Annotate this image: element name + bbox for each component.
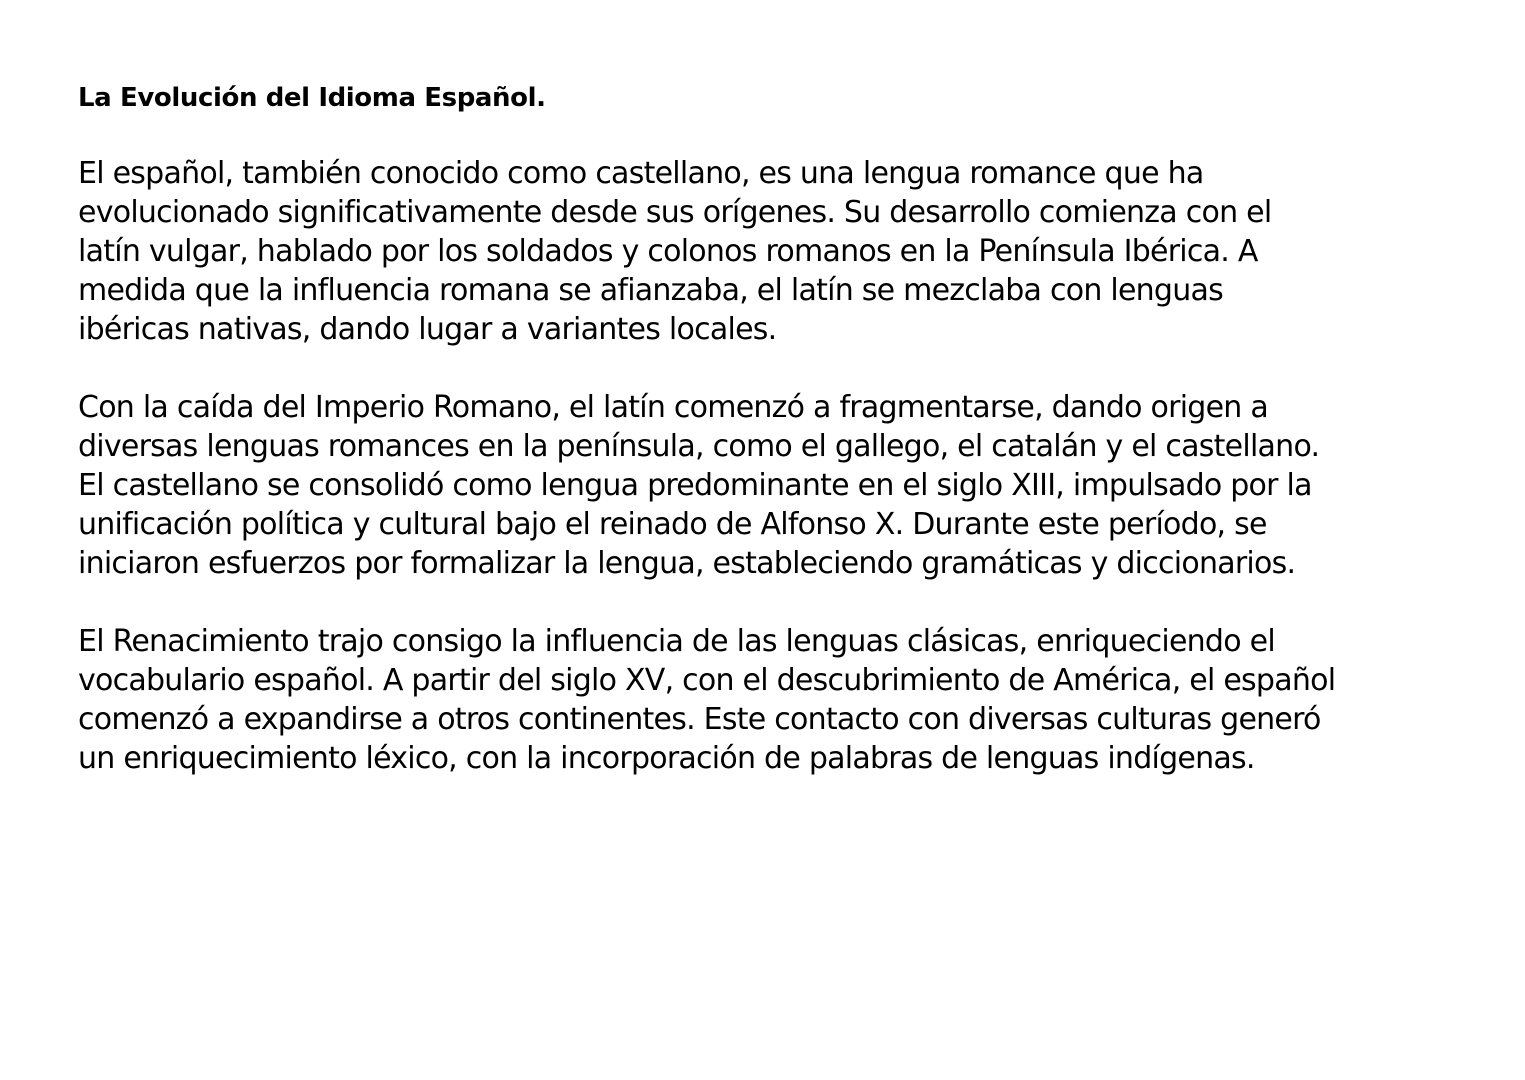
text-line: El castellano se consolidó como lengua predominante en el siglo XIII, impulsado por la: [78, 468, 1312, 503]
text-line: vocabulario español. A partir del siglo XV, con el descubrimiento de América, el español: [78, 663, 1336, 698]
paragraph-renacimiento: [78, 622, 1518, 778]
paragraph-origins: [78, 154, 1518, 349]
text-line: medida que la influencia romana se afianzaba, el latín se mezclaba con lenguas: [78, 273, 1224, 308]
text-line: iniciaron esfuerzos por formalizar la lengua, estableciendo gramáticas y diccionarios.: [78, 546, 1296, 581]
text-line: ibéricas nativas, dando lugar a variantes locales.: [78, 312, 777, 347]
document-title: La Evolución del Idioma Español.: [78, 83, 546, 113]
text-line: diversas lenguas romances en la península, como el gallego, el catalán y el castellano.: [78, 429, 1320, 464]
text-line: un enriquecimiento léxico, con la incorporación de palabras de lenguas indígenas.: [78, 741, 1255, 776]
text-line: El español, también conocido como castellano, es una lengua romance que ha: [78, 156, 1204, 191]
paragraph-castellano: [78, 388, 1518, 583]
text-line: comenzó a expandirse a otros continentes. Este contacto con diversas culturas generó: [78, 702, 1321, 737]
text-line: evolucionado significativamente desde sus orígenes. Su desarrollo comienza con el: [78, 195, 1272, 230]
document-page: [78, 80, 1518, 778]
text-line: El Renacimiento trajo consigo la influencia de las lenguas clásicas, enriqueciendo el: [78, 624, 1275, 659]
text-line: unificación política y cultural bajo el reinado de Alfonso X. Durante este período, se: [78, 507, 1267, 542]
text-line: latín vulgar, hablado por los soldados y colonos romanos en la Península Ibérica. A: [78, 234, 1258, 269]
text-line: Con la caída del Imperio Romano, el latín comenzó a fragmentarse, dando origen a: [78, 390, 1268, 425]
